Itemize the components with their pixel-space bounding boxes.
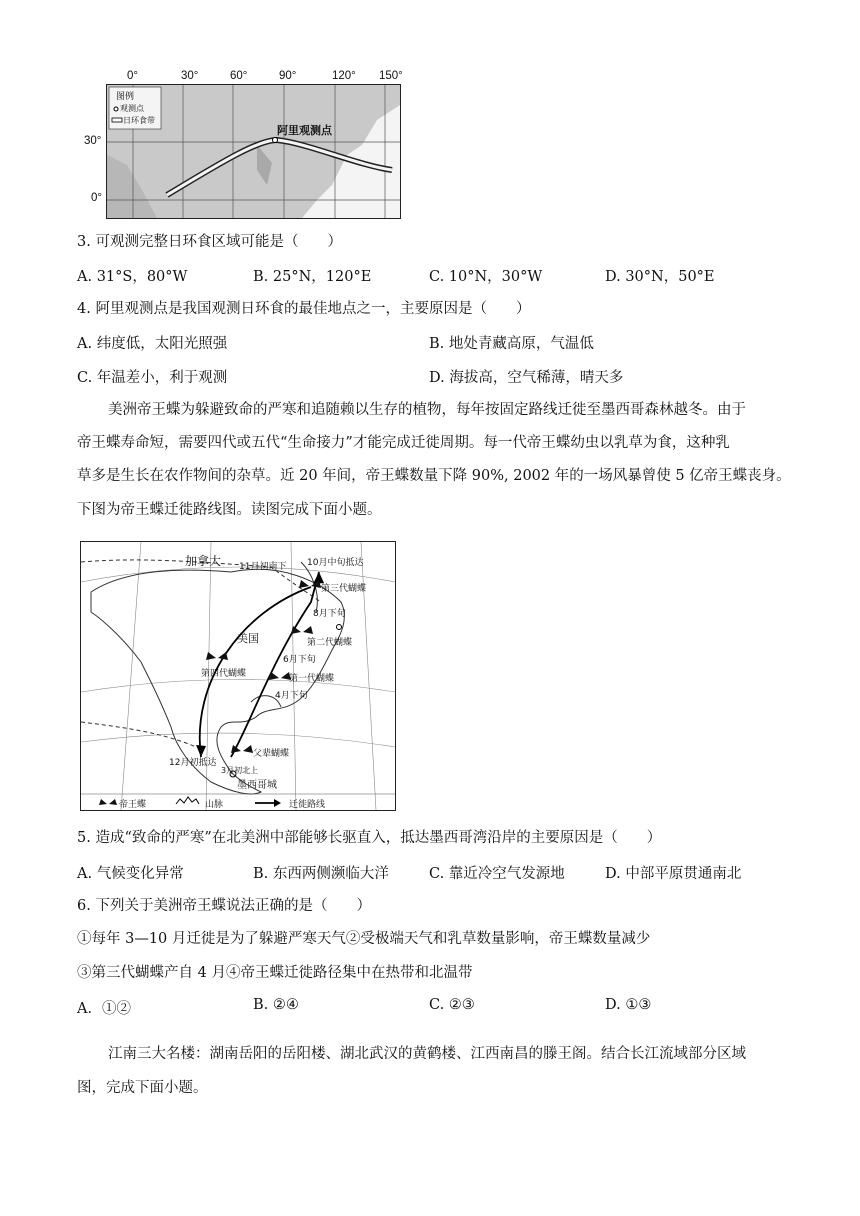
q6-option-a[interactable]: A．①② bbox=[77, 1001, 131, 1017]
q5-option-a[interactable]: A. 气候变化异常 bbox=[77, 866, 184, 882]
passage-towers-line-1: 江南三大名楼：湖南岳阳的岳阳楼、湖北武汉的黄鹤楼、江西南昌的滕王阁。结合长江流域部分区域 bbox=[108, 1046, 746, 1062]
label-parent: 父辈蝴蝶 bbox=[253, 749, 290, 759]
lon-label-150: 150° bbox=[379, 70, 403, 82]
q6-option-b[interactable]: B. ②④ bbox=[253, 997, 299, 1013]
lat-label-30: 30° bbox=[84, 135, 102, 147]
label-october: 10月中旬抵达 bbox=[307, 558, 364, 568]
eclipse-map bbox=[106, 84, 401, 219]
map1-legend-title: 图例 bbox=[116, 92, 135, 102]
lat-label-0: 0° bbox=[91, 192, 102, 204]
lon-label-0: 0° bbox=[127, 70, 138, 82]
ali-site-label: 阿里观测点 bbox=[277, 124, 332, 137]
label-usa: 美国 bbox=[237, 632, 259, 645]
map1-legend-band: 日环食带 bbox=[123, 116, 155, 125]
lon-label-30: 30° bbox=[181, 70, 199, 82]
tropic-line bbox=[81, 722, 196, 747]
label-gen3: 第三代蝴蝶 bbox=[321, 584, 367, 594]
label-gen1: 第一代蝴蝶 bbox=[289, 674, 335, 684]
label-december: 12月初抵达 bbox=[169, 758, 217, 768]
legend-point-icon bbox=[114, 107, 118, 111]
observation-point bbox=[273, 138, 278, 143]
lon-label-60: 60° bbox=[230, 70, 248, 82]
label-canada: 加拿大 bbox=[185, 554, 222, 568]
q5-option-d[interactable]: D. 中部平原贯通南北 bbox=[605, 866, 742, 882]
label-march: 3月初北上 bbox=[221, 766, 259, 775]
passage-monarch-line-1: 美洲帝王蝶为躲避致命的严寒和追随赖以生存的植物，每年按固定路线迁徙至墨西哥森林越冬。由于 bbox=[108, 402, 746, 418]
q6-option-d[interactable]: D. ①③ bbox=[605, 997, 652, 1013]
q6-statement-2: ③第三代蝴蝶产自 4 月④帝王蝶迁徙路径集中在热带和北温带 bbox=[77, 965, 473, 981]
label-june: 6月下旬 bbox=[283, 655, 316, 665]
label-april: 4月下旬 bbox=[275, 691, 308, 701]
q4-stem: 4. 阿里观测点是我国观测日环食的最佳地点之一，主要原因是（ ） bbox=[77, 301, 531, 317]
q4-option-a[interactable]: A. 纬度低，太阳光照强 bbox=[77, 336, 228, 352]
label-november: 11月初南下 bbox=[239, 562, 287, 572]
q4-option-d[interactable]: D. 海拔高，空气稀薄，晴天多 bbox=[429, 370, 624, 386]
q5-option-b[interactable]: B. 东西两侧濒临大洋 bbox=[253, 866, 389, 882]
q5-stem: 5. 造成“致命的严寒”在北美洲中部能够长驱直入，抵达墨西哥湾沿岸的主要原因是（ ） bbox=[77, 830, 662, 846]
q3-stem: 3. 可观测完整日环食区域可能是（ ） bbox=[77, 234, 342, 250]
q6-option-c[interactable]: C. ②③ bbox=[429, 997, 475, 1013]
migration-map bbox=[80, 541, 396, 811]
city-marker bbox=[337, 625, 342, 630]
q6-statement-1: ①每年 3—10 月迁徙是为了躲避严寒天气②受极端天气和乳草数量影响，帝王蝶数量减少 bbox=[77, 931, 651, 947]
legend-route-arrow bbox=[274, 799, 281, 807]
q3-option-b[interactable]: B. 25°N，120°E bbox=[253, 269, 372, 285]
passage-towers-line-2: 图，完成下面小题。 bbox=[77, 1080, 208, 1096]
label-gen4: 第四代蝴蝶 bbox=[201, 669, 247, 679]
q3-option-a[interactable]: A. 31°S，80°W bbox=[77, 269, 188, 285]
label-mexico-city: 墨西哥城 bbox=[237, 780, 277, 791]
passage-monarch-line-4: 下图为帝王蝶迁徙路线图。读图完成下面小题。 bbox=[77, 502, 382, 518]
lon-label-120: 120° bbox=[332, 70, 356, 82]
legend-route-label: 迁徙路线 bbox=[289, 800, 326, 810]
legend-mountain-label: 山脉 bbox=[205, 800, 224, 810]
q4-option-b[interactable]: B. 地处青藏高原，气温低 bbox=[429, 336, 594, 352]
q4-option-c[interactable]: C. 年温差小，利于观测 bbox=[77, 370, 228, 386]
q3-option-d[interactable]: D. 30°N，50°E bbox=[605, 269, 715, 285]
label-gen2: 第二代蝴蝶 bbox=[307, 638, 353, 648]
label-august: 8月下旬 bbox=[313, 609, 346, 619]
q3-option-c[interactable]: C. 10°N，30°W bbox=[429, 269, 543, 285]
lon-label-90: 90° bbox=[279, 70, 297, 82]
map1-legend-point: 观测点 bbox=[120, 104, 144, 113]
legend-butterfly-label: 帝王蝶 bbox=[119, 800, 147, 810]
passage-monarch-line-3: 草多是生长在农作物间的杂草。近 20 年间，帝王蝶数量下降 90%, 2002 年的一场风暴曾使 5 亿帝王蝶丧身。 bbox=[77, 468, 791, 484]
q5-option-c[interactable]: C. 靠近冷空气发源地 bbox=[429, 866, 565, 882]
legend-mountain-icon bbox=[176, 797, 199, 804]
legend-band-icon bbox=[112, 118, 122, 122]
q6-stem: 6. 下列关于美洲帝王蝶说法正确的是（ ） bbox=[77, 898, 371, 914]
eclipse-map-svg bbox=[107, 85, 400, 218]
passage-monarch-line-2: 帝王蝶寿命短，需要四代或五代“生命接力”才能完成迁徙周期。每一代帝王蝶幼虫以乳草为食，这种乳 bbox=[77, 435, 730, 451]
